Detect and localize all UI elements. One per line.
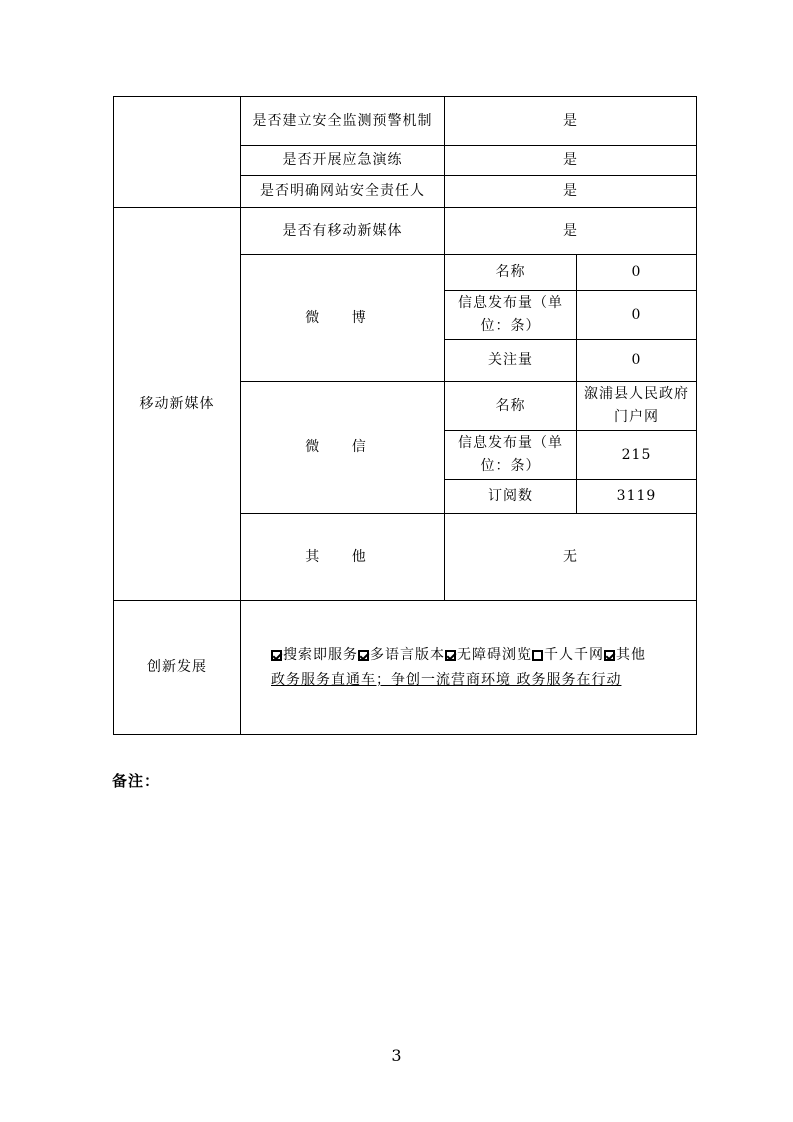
- row-value: 是: [445, 176, 697, 208]
- checked-box-icon: [604, 650, 615, 661]
- checked-box-icon: [358, 650, 369, 661]
- option-accessibility[interactable]: 无障碍浏览: [445, 647, 532, 663]
- other-label: 其 他: [241, 514, 445, 601]
- notes-label: 备注：: [112, 772, 161, 790]
- wechat-label: 微 信: [241, 382, 445, 514]
- option-search-service[interactable]: 搜索即服务: [271, 647, 358, 663]
- innovation-options-cell: [241, 601, 697, 735]
- table-row: [114, 208, 697, 255]
- weibo-field-label: 名称: [445, 255, 577, 291]
- wechat-field-label: 信息发布量（单位：条）: [445, 431, 577, 480]
- row-label: 是否建立安全监测预警机制: [241, 97, 445, 146]
- table-row: [114, 97, 697, 146]
- wechat-field-value: 溆浦县人民政府门户网: [577, 382, 697, 431]
- innovation-section-label: 创新发展: [114, 601, 241, 735]
- weibo-field-value: 0: [577, 291, 697, 340]
- weibo-field-label: 关注量: [445, 340, 577, 382]
- row-label: 是否明确网站安全责任人: [241, 176, 445, 208]
- other-value: 无: [445, 514, 697, 601]
- wechat-field-label: 订阅数: [445, 480, 577, 514]
- row-label: 是否开展应急演练: [241, 146, 445, 176]
- row-label: 是否有移动新媒体: [241, 208, 445, 255]
- innovation-other-text: 政务服务直通车；争创一流营商环境 政务服务在行动: [271, 671, 622, 688]
- wechat-field-value: 215: [577, 431, 697, 480]
- checked-box-icon: [445, 650, 456, 661]
- row-value: 是: [445, 208, 697, 255]
- table-row: [114, 601, 697, 735]
- mobile-section-label: 移动新媒体: [114, 208, 241, 601]
- innovation-options: [271, 643, 686, 668]
- row-value: 是: [445, 146, 697, 176]
- weibo-field-value: 0: [577, 340, 697, 382]
- unchecked-box-icon: [532, 650, 543, 661]
- option-multilingual[interactable]: 多语言版本: [358, 647, 445, 663]
- weibo-field-value: 0: [577, 255, 697, 291]
- option-other[interactable]: 其他: [604, 647, 646, 663]
- weibo-field-label: 信息发布量（单位：条）: [445, 291, 577, 340]
- security-section-cell: [114, 97, 241, 208]
- weibo-label: 微 博: [241, 255, 445, 382]
- option-personalized[interactable]: 千人千网: [532, 647, 604, 663]
- report-table: [113, 96, 697, 735]
- checked-box-icon: [271, 650, 282, 661]
- wechat-field-value: 3119: [577, 480, 697, 514]
- row-value: 是: [445, 97, 697, 146]
- wechat-field-label: 名称: [445, 382, 577, 431]
- page-number: 3: [391, 1046, 402, 1065]
